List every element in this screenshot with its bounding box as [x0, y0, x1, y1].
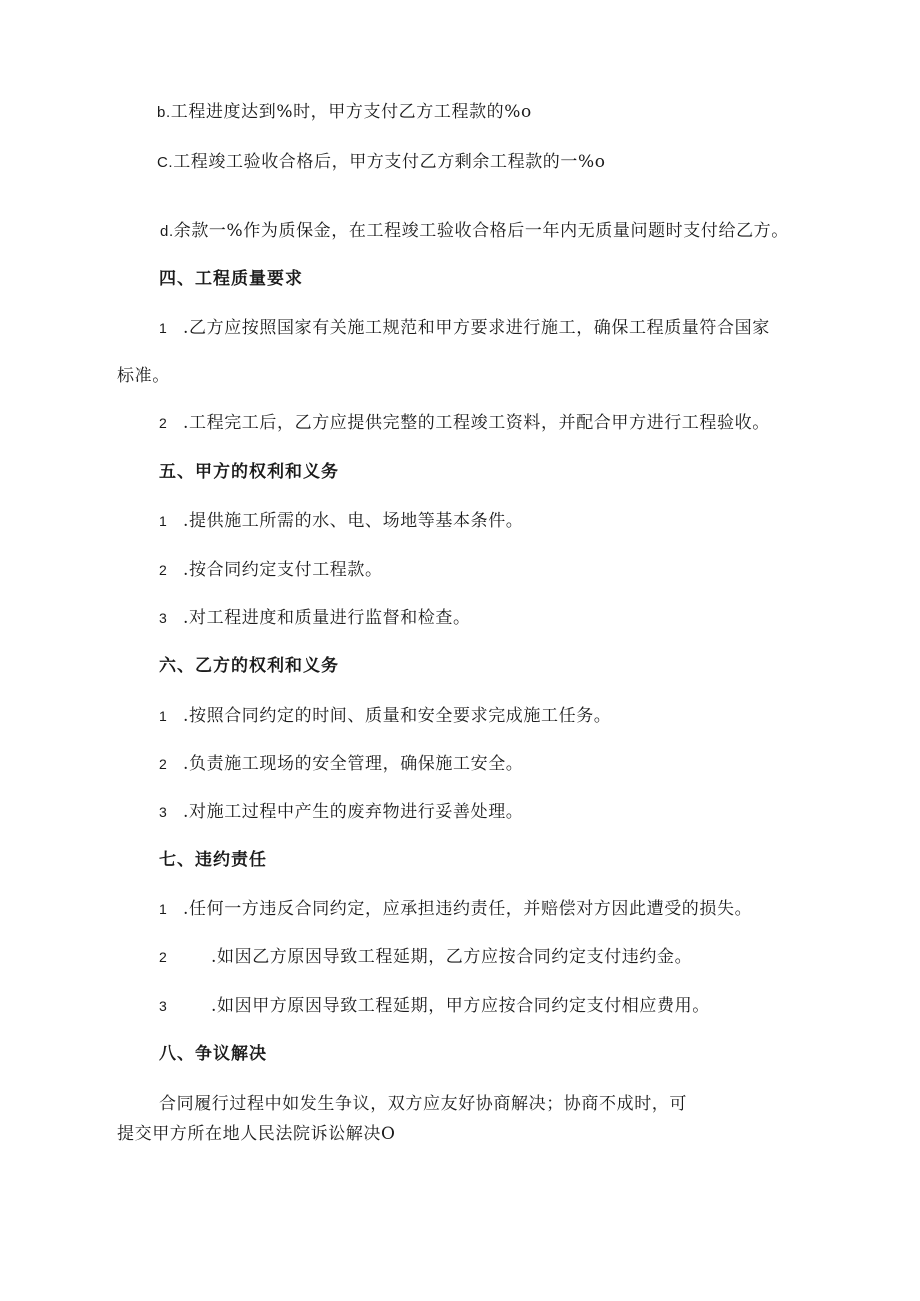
section-8-paragraph-line-1: 合同履行过程中如发生争议，双方应友好协商解决；协商不成时，可 [159, 1094, 687, 1114]
item-number: 3 [159, 804, 168, 820]
section-4-item-1 [159, 317, 770, 339]
section-6-item-2 [159, 753, 523, 775]
item-number: 1 [159, 708, 168, 724]
payment-term-c-text: 工程竣工验收合格后，甲方支付乙方剩余工程款的一%o [173, 152, 606, 172]
item-text: .按照合同约定的时间、质量和安全要求完成施工任务。 [183, 706, 612, 726]
section-4-title: 四、工程质量要求 [159, 269, 303, 289]
item-number: 1 [159, 320, 168, 336]
payment-term-d-marker: d. [160, 223, 174, 240]
item-text: .对施工过程中产生的废弃物进行妥善处理。 [183, 802, 524, 822]
payment-term-d-text: 余款一%作为质保金，在工程竣工验收合格后一年内无质量问题时支付给乙方。 [173, 221, 789, 241]
section-5-item-2 [159, 559, 383, 581]
section-7-item-1 [159, 898, 752, 920]
item-number: 2 [159, 415, 168, 431]
section-7-item-2 [159, 946, 692, 968]
item-number: 2 [159, 949, 168, 965]
item-text: .任何一方违反合同约定，应承担违约责任，并赔偿对方因此遭受的损失。 [183, 899, 753, 919]
item-text: .如因甲方原因导致工程延期，甲方应按合同约定支付相应费用。 [211, 996, 710, 1016]
item-number: 2 [159, 756, 168, 772]
item-text: .乙方应按照国家有关施工规范和甲方要求进行施工，确保工程质量符合国家 [183, 318, 770, 338]
item-number: 1 [159, 901, 168, 917]
section-5-item-3 [159, 607, 471, 629]
section-7-item-3 [159, 995, 710, 1017]
item-number: 1 [159, 513, 168, 529]
payment-term-b-text: 工程进度达到%时，甲方支付乙方工程款的%o [170, 102, 532, 122]
section-6-item-1 [159, 705, 611, 727]
item-number: 3 [159, 610, 168, 626]
section-8-paragraph-line-2: 提交甲方所在地人民法院诉讼解决O [117, 1124, 396, 1144]
section-8-title: 八、争议解决 [159, 1044, 267, 1064]
section-6-item-3 [159, 801, 523, 823]
item-text: .按合同约定支付工程款。 [183, 560, 383, 580]
item-text: .如因乙方原因导致工程延期，乙方应按合同约定支付违约金。 [211, 947, 693, 967]
section-7-title: 七、违约责任 [159, 850, 267, 870]
section-6-title: 六、乙方的权利和义务 [159, 656, 339, 676]
section-4-item-1-continuation: 标准。 [117, 366, 170, 386]
item-text: .工程完工后，乙方应提供完整的工程竣工资料，并配合甲方进行工程验收。 [183, 413, 770, 433]
item-text: .对工程进度和质量进行监督和检查。 [183, 608, 471, 628]
section-5-title: 五、甲方的权利和义务 [159, 462, 339, 482]
item-number: 3 [159, 998, 168, 1014]
section-5-item-1 [159, 510, 523, 532]
payment-term-c-marker: C. [157, 154, 174, 171]
payment-term-b-marker: b. [157, 104, 171, 121]
section-4-item-2 [159, 412, 770, 434]
item-number: 2 [159, 562, 168, 578]
item-text: .负责施工现场的安全管理，确保施工安全。 [183, 754, 524, 774]
payment-term-d [160, 220, 789, 243]
item-text: .提供施工所需的水、电、场地等基本条件。 [183, 511, 524, 531]
payment-term-b [157, 101, 532, 124]
payment-term-c [157, 151, 606, 174]
